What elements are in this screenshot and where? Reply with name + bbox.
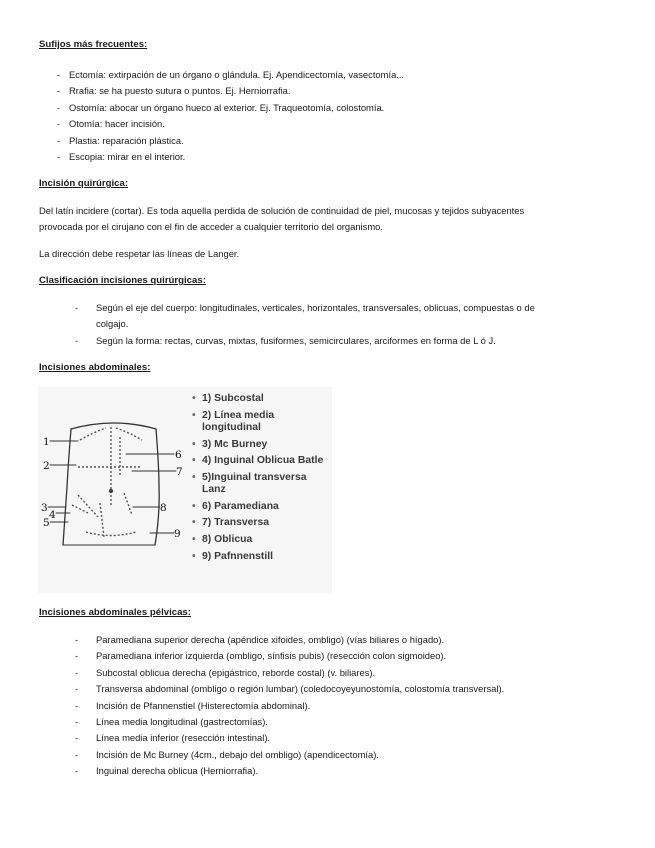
figure-number: 5 <box>43 517 50 529</box>
list-item: - Incisión de Mc Burney (4cm., debajo del ombligo) (apendicectomía). <box>75 748 379 760</box>
list-item-continuation: colgajo. <box>96 318 129 329</box>
list-item: - Plastia: reparación plástica. <box>57 134 184 146</box>
list-item: - Subcostal oblicua derecha (epigástrico, reborde costal) (v. biliares). <box>75 666 376 678</box>
heading-incision: Incisión quirúrgica: <box>39 178 129 189</box>
list-item: - Paramediana inferior izquierda (ombligo, sínfisis pubis) (resección colon sigmoideo). <box>75 650 447 662</box>
figure-number: 7 <box>176 466 183 478</box>
heading-clasificacion: Clasificación incisiones quirúrgicas: <box>39 275 206 286</box>
list-item: - Incisión de Pfannenstiel (Histerectomía abdominal). <box>75 699 311 711</box>
list-item: - Paramediana superior derecha (apéndice xifoides, ombligo) (vías biliares o hígado). <box>75 634 445 645</box>
list-item: - Otomía: hacer incisión. <box>57 118 165 130</box>
list-item: - Escopia: mirar en el interior. <box>57 150 186 162</box>
list-item: - Según el eje del cuerpo: longitudinales, verticales, horizontales, transversales, oblicuas, compuestas o de <box>75 302 535 313</box>
list-item: - Inguinal derecha oblicua (Herniorrafia). <box>75 765 259 777</box>
figure-number: 4 <box>49 509 56 521</box>
legend-item: • 1) Subcostal <box>192 393 264 404</box>
figure-legend <box>192 393 323 567</box>
legend-item: • 3) Mc Burney <box>192 438 268 450</box>
navel <box>109 489 113 493</box>
langer-text: La dirección debe respetar las líneas de Langer. <box>39 248 240 259</box>
legend-item: • 8) Oblicua <box>192 533 253 545</box>
paragraph-line: provocada por el cirujano con el fin de acceder a cualquier territorio del organismo. <box>39 221 383 232</box>
legend-item: • 4) Inguinal Oblicua Batle <box>192 455 324 467</box>
figure-number: 6 <box>175 449 182 461</box>
list-item: - Rrafia: se ha puesto sutura o puntos. Ej. Herniorrafia. <box>57 85 291 97</box>
list-item: - Transversa abdominal (ombligo o región lumbar) (coledocoyeyunostomía, colostomía transversal). <box>75 683 505 695</box>
list-item: - Línea media inferior (resección intestinal). <box>75 732 271 744</box>
abdominal-incisions-figure <box>38 387 332 593</box>
heading-sufijos: Sufijos más frecuentes: <box>39 39 148 50</box>
list-item: - Línea media longitudinal (gastrectomías). <box>75 715 268 727</box>
legend-item: • 6) Paramediana <box>192 500 279 512</box>
pelvicas-list <box>75 633 504 781</box>
legend-item: • 2) Línea media longitudinal <box>192 409 275 433</box>
figure-number: 8 <box>160 502 167 514</box>
list-item: - Ectomía: extirpación de un órgano o glándula. Ej. Apendicectomía, vasectomía... <box>57 69 405 80</box>
clasificacion-list <box>75 301 535 350</box>
heading-pelvicas: Incisiones abdominales pélvicas: <box>39 607 191 618</box>
paragraph-line: Del latín incidere (cortar). Es toda aquella perdida de solución de continuidad de piel, mucosas y tejidos subyacentes <box>39 205 525 216</box>
legend-item: • 9) Pafnnenstill <box>192 550 274 562</box>
legend-item: • 7) Transversa <box>192 517 270 529</box>
figure-number: 2 <box>43 460 50 472</box>
sufijos-list <box>57 68 404 166</box>
list-item: - Ostomía: abocar un órgano hueco al exterior. Ej. Traqueotomía, colostomía. <box>57 101 385 113</box>
list-item: - Según la forma: rectas, curvas, mixtas, fusiformes, semicirculares, arciformes en forma de L ó J. <box>75 335 496 346</box>
figure-number: 3 <box>41 502 48 514</box>
figure-number: 9 <box>174 528 181 540</box>
figure-number: 1 <box>43 436 50 448</box>
heading-abdominales: Incisiones abdominales: <box>39 362 151 373</box>
legend-item: • 5)Inguinal transversa Lanz <box>192 471 307 496</box>
incision-paragraph <box>39 204 619 234</box>
